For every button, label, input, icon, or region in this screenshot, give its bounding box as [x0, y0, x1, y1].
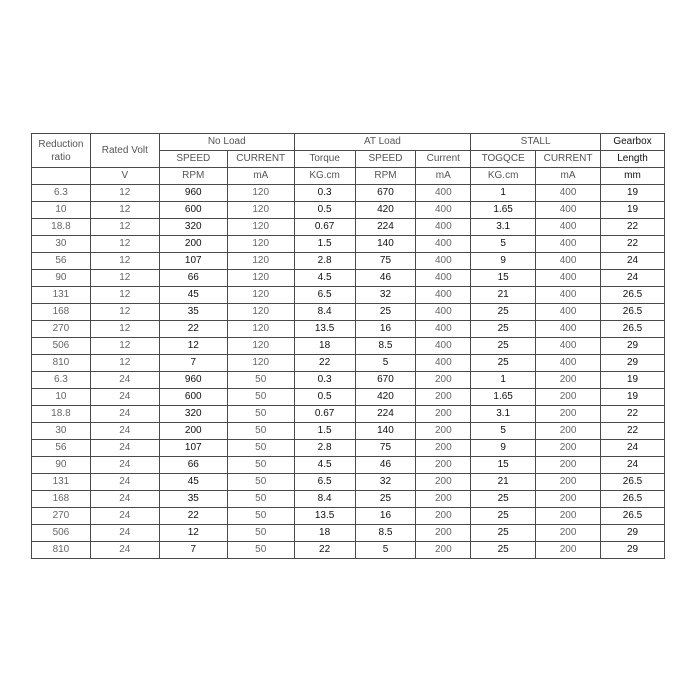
- cell-stall-current: 400: [536, 338, 601, 355]
- cell-reduction-ratio: 168: [32, 304, 91, 321]
- cell-stall-current: 200: [536, 525, 601, 542]
- table-row: [32, 542, 665, 559]
- table-row: [32, 389, 665, 406]
- header-stall-torque: TOGQCE: [471, 151, 536, 168]
- cell-stall-torque: 1.65: [471, 389, 536, 406]
- cell-stall-current: 400: [536, 287, 601, 304]
- cell-at-load-speed: 25: [355, 304, 416, 321]
- cell-at-load-speed: 8.5: [355, 338, 416, 355]
- cell-gearbox-length: 26.5: [601, 287, 665, 304]
- table-row: [32, 304, 665, 321]
- header-reduction-ratio: Reduction ratio: [32, 134, 91, 168]
- cell-no-load-speed: 45: [159, 287, 227, 304]
- cell-no-load-speed: 960: [159, 185, 227, 202]
- cell-no-load-current: 50: [227, 372, 294, 389]
- cell-reduction-ratio: 506: [32, 338, 91, 355]
- cell-at-load-torque: 18: [294, 338, 355, 355]
- cell-at-load-speed: 16: [355, 508, 416, 525]
- cell-stall-torque: 25: [471, 321, 536, 338]
- cell-at-load-speed: 46: [355, 457, 416, 474]
- cell-at-load-torque: 22: [294, 355, 355, 372]
- cell-rated-volt: 24: [90, 508, 159, 525]
- cell-stall-torque: 15: [471, 270, 536, 287]
- cell-at-load-speed: 5: [355, 355, 416, 372]
- cell-no-load-speed: 12: [159, 338, 227, 355]
- cell-stall-torque: 1.65: [471, 202, 536, 219]
- cell-reduction-ratio: 131: [32, 287, 91, 304]
- cell-reduction-ratio: 270: [32, 508, 91, 525]
- header-at-load: AT Load: [294, 134, 471, 151]
- cell-gearbox-length: 26.5: [601, 304, 665, 321]
- cell-at-load-current: 200: [416, 423, 471, 440]
- cell-stall-torque: 21: [471, 287, 536, 304]
- cell-no-load-speed: 66: [159, 457, 227, 474]
- header-at-load-current: Current: [416, 151, 471, 168]
- cell-no-load-speed: 320: [159, 406, 227, 423]
- cell-stall-torque: 25: [471, 508, 536, 525]
- motor-spec-table: [31, 133, 665, 559]
- cell-at-load-speed: 224: [355, 219, 416, 236]
- cell-at-load-current: 400: [416, 202, 471, 219]
- cell-no-load-current: 50: [227, 491, 294, 508]
- cell-rated-volt: 24: [90, 474, 159, 491]
- cell-at-load-speed: 670: [355, 185, 416, 202]
- cell-at-load-torque: 13.5: [294, 321, 355, 338]
- cell-no-load-speed: 600: [159, 202, 227, 219]
- cell-no-load-speed: 7: [159, 355, 227, 372]
- cell-stall-current: 400: [536, 202, 601, 219]
- cell-rated-volt: 12: [90, 202, 159, 219]
- cell-rated-volt: 24: [90, 542, 159, 559]
- cell-no-load-current: 50: [227, 474, 294, 491]
- cell-reduction-ratio: 270: [32, 321, 91, 338]
- table-row: [32, 185, 665, 202]
- table-row: [32, 406, 665, 423]
- cell-gearbox-length: 24: [601, 270, 665, 287]
- cell-reduction-ratio: 506: [32, 525, 91, 542]
- cell-rated-volt: 12: [90, 185, 159, 202]
- cell-rated-volt: 12: [90, 219, 159, 236]
- cell-rated-volt: 24: [90, 525, 159, 542]
- cell-no-load-speed: 35: [159, 491, 227, 508]
- table-row: [32, 508, 665, 525]
- cell-at-load-torque: 2.8: [294, 440, 355, 457]
- cell-stall-torque: 3.1: [471, 219, 536, 236]
- table-row: [32, 440, 665, 457]
- cell-no-load-speed: 600: [159, 389, 227, 406]
- cell-stall-current: 400: [536, 355, 601, 372]
- cell-reduction-ratio: 18.8: [32, 219, 91, 236]
- cell-at-load-current: 200: [416, 474, 471, 491]
- cell-no-load-speed: 22: [159, 508, 227, 525]
- unit-gearbox-length: mm: [601, 168, 665, 185]
- cell-rated-volt: 24: [90, 491, 159, 508]
- cell-at-load-torque: 1.5: [294, 423, 355, 440]
- cell-reduction-ratio: 18.8: [32, 406, 91, 423]
- cell-gearbox-length: 26.5: [601, 321, 665, 338]
- cell-gearbox-length: 24: [601, 253, 665, 270]
- spec-table-body: [32, 185, 665, 559]
- cell-stall-current: 400: [536, 236, 601, 253]
- cell-stall-current: 200: [536, 423, 601, 440]
- cell-stall-torque: 15: [471, 457, 536, 474]
- cell-at-load-torque: 8.4: [294, 491, 355, 508]
- header-row-groups: [32, 134, 665, 151]
- cell-at-load-current: 400: [416, 304, 471, 321]
- unit-stall-current: mA: [536, 168, 601, 185]
- header-gearbox: Gearbox: [601, 134, 665, 151]
- cell-reduction-ratio: 90: [32, 270, 91, 287]
- cell-stall-current: 400: [536, 185, 601, 202]
- unit-at-load-current: mA: [416, 168, 471, 185]
- cell-no-load-current: 120: [227, 185, 294, 202]
- cell-stall-torque: 25: [471, 542, 536, 559]
- unit-volt: V: [90, 168, 159, 185]
- unit-at-load-torque: KG.cm: [294, 168, 355, 185]
- cell-at-load-current: 400: [416, 355, 471, 372]
- cell-at-load-speed: 140: [355, 423, 416, 440]
- cell-at-load-torque: 0.5: [294, 202, 355, 219]
- cell-rated-volt: 24: [90, 457, 159, 474]
- cell-at-load-speed: 75: [355, 440, 416, 457]
- cell-reduction-ratio: 90: [32, 457, 91, 474]
- cell-at-load-torque: 4.5: [294, 270, 355, 287]
- header-no-load-speed: SPEED: [159, 151, 227, 168]
- cell-at-load-current: 200: [416, 525, 471, 542]
- cell-at-load-torque: 18: [294, 525, 355, 542]
- cell-gearbox-length: 24: [601, 440, 665, 457]
- header-rated-volt: Rated Volt: [90, 134, 159, 168]
- cell-at-load-torque: 6.5: [294, 287, 355, 304]
- cell-at-load-speed: 46: [355, 270, 416, 287]
- cell-stall-torque: 25: [471, 525, 536, 542]
- cell-at-load-torque: 2.8: [294, 253, 355, 270]
- unit-no-load-current: mA: [227, 168, 294, 185]
- cell-gearbox-length: 19: [601, 389, 665, 406]
- cell-at-load-torque: 22: [294, 542, 355, 559]
- cell-stall-torque: 21: [471, 474, 536, 491]
- cell-reduction-ratio: 10: [32, 389, 91, 406]
- cell-at-load-current: 200: [416, 389, 471, 406]
- table-row: [32, 202, 665, 219]
- cell-at-load-current: 400: [416, 338, 471, 355]
- cell-rated-volt: 12: [90, 253, 159, 270]
- cell-stall-current: 200: [536, 474, 601, 491]
- cell-rated-volt: 24: [90, 372, 159, 389]
- table-row: [32, 338, 665, 355]
- cell-stall-current: 400: [536, 253, 601, 270]
- cell-no-load-speed: 960: [159, 372, 227, 389]
- cell-at-load-current: 400: [416, 287, 471, 304]
- cell-reduction-ratio: 10: [32, 202, 91, 219]
- unit-stall-torque: KG.cm: [471, 168, 536, 185]
- cell-reduction-ratio: 168: [32, 491, 91, 508]
- cell-stall-torque: 25: [471, 304, 536, 321]
- cell-no-load-speed: 107: [159, 440, 227, 457]
- cell-at-load-current: 200: [416, 542, 471, 559]
- cell-stall-torque: 9: [471, 253, 536, 270]
- cell-stall-current: 200: [536, 372, 601, 389]
- cell-at-load-speed: 420: [355, 389, 416, 406]
- cell-at-load-current: 400: [416, 236, 471, 253]
- table-row: [32, 457, 665, 474]
- cell-rated-volt: 24: [90, 406, 159, 423]
- cell-at-load-torque: 0.5: [294, 389, 355, 406]
- cell-no-load-current: 120: [227, 236, 294, 253]
- cell-stall-torque: 25: [471, 355, 536, 372]
- cell-no-load-current: 50: [227, 457, 294, 474]
- cell-stall-current: 200: [536, 542, 601, 559]
- cell-at-load-torque: 8.4: [294, 304, 355, 321]
- cell-no-load-speed: 320: [159, 219, 227, 236]
- cell-at-load-torque: 0.67: [294, 219, 355, 236]
- cell-no-load-current: 120: [227, 355, 294, 372]
- cell-reduction-ratio: 131: [32, 474, 91, 491]
- table-row: [32, 236, 665, 253]
- cell-at-load-torque: 0.3: [294, 372, 355, 389]
- cell-no-load-speed: 66: [159, 270, 227, 287]
- cell-at-load-current: 400: [416, 321, 471, 338]
- table-row: [32, 372, 665, 389]
- cell-at-load-speed: 224: [355, 406, 416, 423]
- cell-stall-current: 400: [536, 304, 601, 321]
- header-stall-current: CURRENT: [536, 151, 601, 168]
- table-row: [32, 491, 665, 508]
- cell-no-load-speed: 35: [159, 304, 227, 321]
- cell-rated-volt: 24: [90, 440, 159, 457]
- cell-no-load-current: 50: [227, 542, 294, 559]
- cell-stall-torque: 3.1: [471, 406, 536, 423]
- cell-stall-current: 200: [536, 406, 601, 423]
- table-row: [32, 219, 665, 236]
- cell-gearbox-length: 29: [601, 338, 665, 355]
- cell-stall-current: 200: [536, 491, 601, 508]
- cell-at-load-speed: 420: [355, 202, 416, 219]
- cell-no-load-current: 50: [227, 440, 294, 457]
- cell-at-load-speed: 32: [355, 287, 416, 304]
- header-gearbox-length: Length: [601, 151, 665, 168]
- table-row: [32, 355, 665, 372]
- cell-stall-torque: 5: [471, 423, 536, 440]
- cell-rated-volt: 12: [90, 287, 159, 304]
- cell-reduction-ratio: 56: [32, 440, 91, 457]
- header-no-load-current: CURRENT: [227, 151, 294, 168]
- cell-at-load-current: 400: [416, 185, 471, 202]
- cell-gearbox-length: 19: [601, 185, 665, 202]
- cell-no-load-current: 50: [227, 525, 294, 542]
- table-row: [32, 474, 665, 491]
- cell-no-load-speed: 22: [159, 321, 227, 338]
- cell-no-load-speed: 45: [159, 474, 227, 491]
- cell-reduction-ratio: 30: [32, 236, 91, 253]
- cell-stall-current: 400: [536, 219, 601, 236]
- cell-no-load-current: 120: [227, 287, 294, 304]
- cell-at-load-speed: 32: [355, 474, 416, 491]
- cell-stall-current: 200: [536, 508, 601, 525]
- cell-reduction-ratio: 6.3: [32, 372, 91, 389]
- cell-gearbox-length: 26.5: [601, 474, 665, 491]
- table-row: [32, 270, 665, 287]
- cell-at-load-torque: 0.3: [294, 185, 355, 202]
- cell-reduction-ratio: 56: [32, 253, 91, 270]
- cell-stall-current: 400: [536, 321, 601, 338]
- cell-at-load-speed: 25: [355, 491, 416, 508]
- cell-gearbox-length: 19: [601, 372, 665, 389]
- cell-at-load-torque: 1.5: [294, 236, 355, 253]
- cell-at-load-current: 400: [416, 270, 471, 287]
- header-no-load: No Load: [159, 134, 294, 151]
- cell-no-load-speed: 107: [159, 253, 227, 270]
- cell-stall-torque: 25: [471, 491, 536, 508]
- cell-rated-volt: 12: [90, 355, 159, 372]
- cell-at-load-torque: 13.5: [294, 508, 355, 525]
- cell-no-load-speed: 200: [159, 423, 227, 440]
- cell-rated-volt: 12: [90, 321, 159, 338]
- cell-gearbox-length: 24: [601, 457, 665, 474]
- cell-at-load-speed: 16: [355, 321, 416, 338]
- cell-no-load-current: 120: [227, 253, 294, 270]
- cell-at-load-current: 200: [416, 406, 471, 423]
- table-row: [32, 253, 665, 270]
- cell-stall-torque: 5: [471, 236, 536, 253]
- cell-gearbox-length: 22: [601, 236, 665, 253]
- cell-gearbox-length: 29: [601, 525, 665, 542]
- cell-rated-volt: 24: [90, 389, 159, 406]
- table-row: [32, 287, 665, 304]
- cell-reduction-ratio: 810: [32, 355, 91, 372]
- cell-stall-current: 200: [536, 389, 601, 406]
- unit-ratio: [32, 168, 91, 185]
- cell-no-load-current: 50: [227, 508, 294, 525]
- cell-no-load-current: 50: [227, 389, 294, 406]
- cell-stall-current: 400: [536, 270, 601, 287]
- cell-no-load-current: 50: [227, 423, 294, 440]
- cell-stall-torque: 1: [471, 372, 536, 389]
- cell-gearbox-length: 26.5: [601, 508, 665, 525]
- cell-no-load-speed: 200: [159, 236, 227, 253]
- header-stall: STALL: [471, 134, 601, 151]
- cell-stall-torque: 9: [471, 440, 536, 457]
- cell-no-load-current: 120: [227, 219, 294, 236]
- cell-gearbox-length: 26.5: [601, 491, 665, 508]
- unit-no-load-speed: RPM: [159, 168, 227, 185]
- unit-at-load-speed: RPM: [355, 168, 416, 185]
- header-at-load-torque: Torque: [294, 151, 355, 168]
- cell-no-load-current: 120: [227, 270, 294, 287]
- cell-gearbox-length: 29: [601, 355, 665, 372]
- cell-at-load-speed: 5: [355, 542, 416, 559]
- cell-at-load-torque: 4.5: [294, 457, 355, 474]
- cell-rated-volt: 12: [90, 270, 159, 287]
- table-row: [32, 525, 665, 542]
- cell-stall-current: 200: [536, 440, 601, 457]
- cell-no-load-current: 120: [227, 321, 294, 338]
- cell-at-load-torque: 6.5: [294, 474, 355, 491]
- cell-no-load-speed: 12: [159, 525, 227, 542]
- cell-no-load-current: 120: [227, 202, 294, 219]
- cell-stall-current: 200: [536, 457, 601, 474]
- cell-at-load-current: 200: [416, 508, 471, 525]
- cell-reduction-ratio: 810: [32, 542, 91, 559]
- cell-stall-torque: 1: [471, 185, 536, 202]
- header-at-load-speed: SPEED: [355, 151, 416, 168]
- cell-no-load-current: 50: [227, 406, 294, 423]
- cell-no-load-current: 120: [227, 338, 294, 355]
- cell-at-load-speed: 670: [355, 372, 416, 389]
- cell-no-load-current: 120: [227, 304, 294, 321]
- cell-gearbox-length: 22: [601, 219, 665, 236]
- cell-gearbox-length: 29: [601, 542, 665, 559]
- cell-reduction-ratio: 30: [32, 423, 91, 440]
- cell-at-load-speed: 8.5: [355, 525, 416, 542]
- cell-at-load-current: 200: [416, 491, 471, 508]
- cell-at-load-speed: 75: [355, 253, 416, 270]
- header-row-units: [32, 168, 665, 185]
- cell-at-load-torque: 0.67: [294, 406, 355, 423]
- cell-reduction-ratio: 6.3: [32, 185, 91, 202]
- table-row: [32, 423, 665, 440]
- cell-at-load-current: 200: [416, 440, 471, 457]
- cell-rated-volt: 12: [90, 338, 159, 355]
- cell-rated-volt: 12: [90, 304, 159, 321]
- cell-at-load-current: 400: [416, 219, 471, 236]
- cell-gearbox-length: 19: [601, 202, 665, 219]
- cell-rated-volt: 24: [90, 423, 159, 440]
- cell-no-load-speed: 7: [159, 542, 227, 559]
- cell-at-load-current: 400: [416, 253, 471, 270]
- cell-stall-torque: 25: [471, 338, 536, 355]
- cell-at-load-current: 200: [416, 457, 471, 474]
- cell-rated-volt: 12: [90, 236, 159, 253]
- cell-gearbox-length: 22: [601, 423, 665, 440]
- table-row: [32, 321, 665, 338]
- cell-at-load-speed: 140: [355, 236, 416, 253]
- cell-at-load-current: 200: [416, 372, 471, 389]
- cell-gearbox-length: 22: [601, 406, 665, 423]
